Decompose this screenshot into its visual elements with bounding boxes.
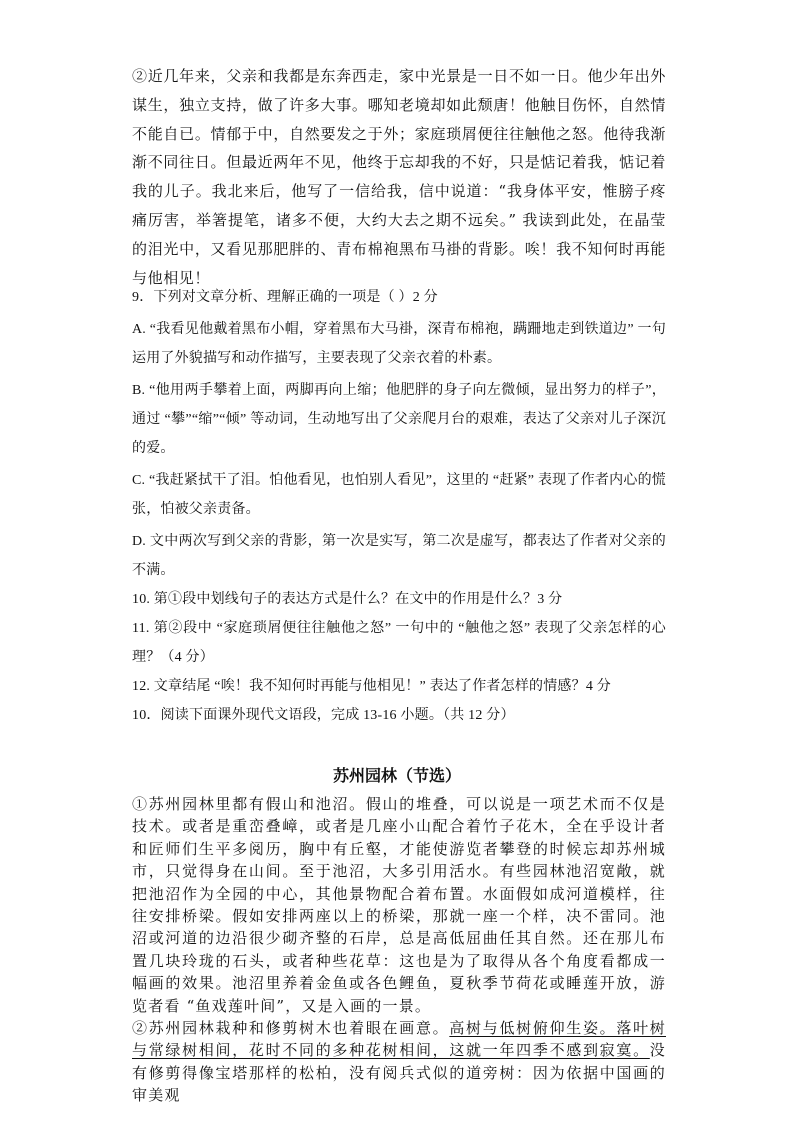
question-block	[132, 283, 666, 730]
option-d: D. 文中两次写到父亲的背影，第一次是实写，第二次是虚写，都表达了作者对父亲的不满。	[132, 534, 666, 578]
paragraph-2-rest: 没有修剪得像宝塔那样的松柏，没有阅兵式似的道旁树：因为依据中国画的审美观	[132, 1041, 666, 1105]
underlined-sentence: 高树与低树俯仰生姿。落叶树与常绿树相间，花时不同的多种花树相间，这就一年四季不感到寂寞。	[132, 1019, 666, 1060]
paragraph-2: ②近几年来，父亲和我都是东奔西走，家中光景是一日不如一日。他少年出外谋生，独立支持，做了许多大事。哪知老境却如此颓唐！他触目伤怀，自然情不能自已。情郁于中，自然要发之于外；家庭琐屑便往往触他之怒。他待我渐渐不同往日。但最近两年不见，他终于忘却我的不好，只是惦记着我，惦记着我的儿子。我北来后，他写了一信给我，信中说道：“我身体平安，惟膀子疼痛厉害，举箸提笔，诸多不便，大约大去之期不远矣。” 我读到此处，在晶莹的泪光中，又看见那肥胖的、青布棉袍黑布马褂的背影。唉！我不知何时再能与他相见！	[132, 67, 666, 287]
question-12: 12. 文章结尾 “唉！我不知何时再能与他相见！” 表达了作者怎样的情感？4 分	[132, 679, 611, 694]
passage-title: 苏州园林（节选）	[332, 766, 461, 785]
question-10: 10. 第①段中划线句子的表达方式是什么？在文中的作用是什么？3 分	[132, 592, 563, 607]
option-c: C. “我赶紧拭干了泪。怕他看见，也怕别人看见”，这里的 “赶紧” 表现了作者内心的慌张，怕被父亲责备。	[132, 473, 666, 517]
option-a: A. “我看见他戴着黑布小帽，穿着黑布大马褂，深青布棉袍，蹒跚地走到铁道边” 一句运用了外貌描写和动作描写，主要表现了父亲衣着的朴素。	[132, 322, 666, 366]
passage-paragraph-2	[132, 1017, 666, 1107]
question-11: 11. 第②段中 “家庭琐屑便往往触他之怒” 一句中的 “触他之怒” 表现了父亲怎样的心理？（4 分）	[132, 621, 666, 665]
paragraph-2-lead: ②苏州园林栽种和修剪树木也着眼在画意。	[132, 1019, 450, 1038]
question-9: 9．下列对文章分析、理解正确的一项是（ ）2 分	[132, 290, 438, 305]
passage-paragraph-1: ①苏州园林里都有假山和池沼。假山的堆叠，可以说是一项艺术而不仅是技术。或者是重峦叠嶂，或者是几座小山配合着竹子花木，全在乎设计者和匠师们生平多阅历，胸中有丘壑，才能使游览者攀登的时候忘却苏州城市，只觉得身在山间。至于池沼，大多引用活水。有些园林池沼宽敞，就把池沼作为全园的中心，其他景物配合着布置。水面假如成河道模样，往往安排桥梁。假如安排两座以上的桥梁，那就一座一个样，决不雷同。池沼或河道的边沿很少砌齐整的石岸，总是高低屈曲任其自然。还在那儿布置几块玲珑的石头，或者种些花草：这也是为了取得从各个角度看都成一幅画的效果。池沼里养着金鱼或各色鲤鱼，夏秋季节荷花或睡莲开放，游览者看 “鱼戏莲叶间”，又是入画的一景。	[132, 795, 666, 1015]
option-b: B. “他用两手攀着上面，两脚再向上缩；他肥胖的身子向左微倾，显出努力的样子”，通过 “攀”“缩”“倾” 等动词，生动地写出了父亲爬月台的艰难，表达了父亲对儿子深沉的爱。	[132, 383, 666, 456]
section-heading: 10．阅读下面课外现代文语段，完成 13-16 小题。（共 12 分）	[132, 708, 515, 723]
passage-body	[132, 793, 666, 1107]
